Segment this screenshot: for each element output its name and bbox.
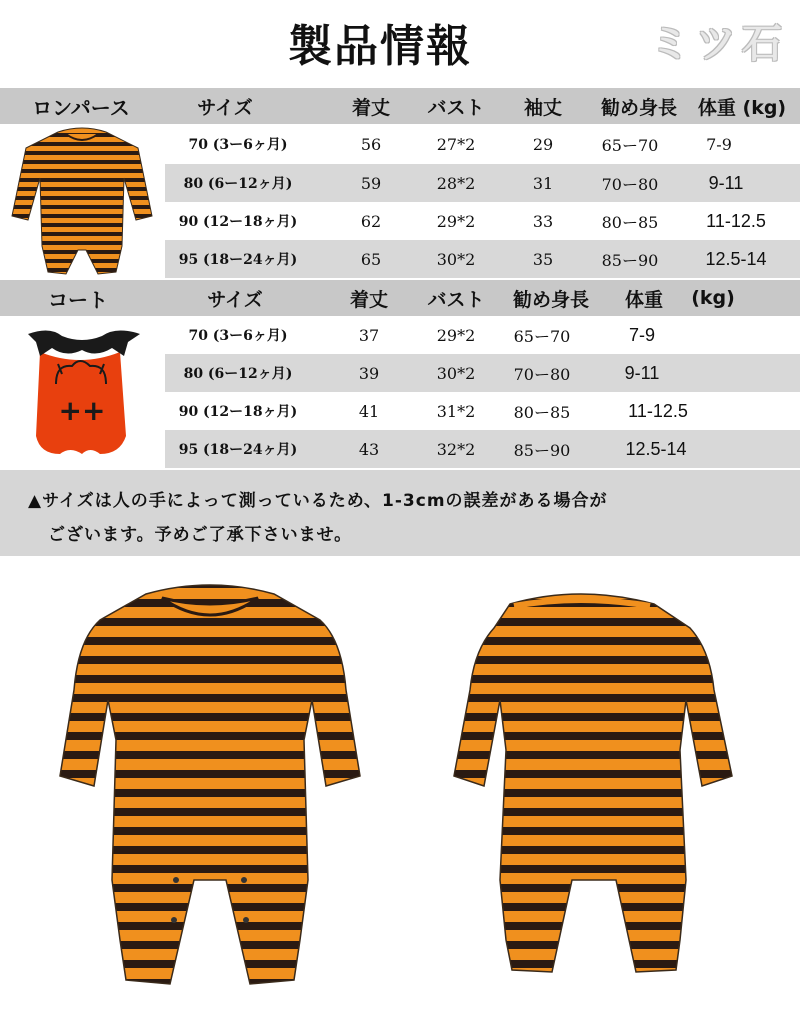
bust-cell: 29*2 (436, 325, 476, 345)
bust-cell: 27*2 (436, 134, 476, 154)
size-cell: 70 (3ー6ヶ月) (188, 137, 288, 153)
height-cell: 80ー85 (601, 212, 659, 232)
bust-cell: 30*2 (436, 363, 476, 383)
sleeve-cell: 33 (532, 211, 554, 231)
size-cell: 95 (18ー24ヶ月) (178, 252, 298, 268)
weight-cell: 9-11 (624, 362, 660, 383)
bust-cell: 28*2 (436, 173, 476, 193)
weight-cell: 11-12.5 (706, 210, 766, 231)
header-bust: バスト (427, 96, 485, 119)
length-cell: 65 (360, 249, 382, 269)
note-line-1: ▲サイズは人の手によって測っているため、1-3cmの誤差がある場合が (28, 491, 608, 511)
length-cell: 41 (358, 401, 380, 421)
header-weight-unit: (kg) (691, 287, 735, 309)
romper-header-row (0, 88, 800, 124)
height-cell: 70ー80 (601, 174, 659, 194)
note-line-2: ございます。予めご了承下さいませ。 (48, 525, 353, 545)
height-cell: 65ー70 (513, 326, 571, 346)
height-cell: 85ー90 (513, 440, 571, 460)
length-cell: 62 (360, 211, 382, 231)
sleeve-cell: 35 (532, 249, 554, 269)
striped-romper-image (0, 124, 165, 278)
size-cell: 80 (6ー12ヶ月) (183, 176, 293, 192)
weight-cell: 12.5-14 (705, 248, 767, 269)
header-height: 勧め身長 (512, 288, 589, 311)
bust-cell: 29*2 (436, 211, 476, 231)
page-title: 製品情報 (288, 21, 472, 72)
sleeve-cell: 31 (532, 173, 554, 193)
size-cell: 80 (6ー12ヶ月) (183, 366, 293, 382)
bust-cell: 32*2 (436, 439, 476, 459)
header-size: サイズ (197, 96, 253, 119)
sleeve-cell: 29 (532, 134, 554, 154)
weight-cell: 7-9 (628, 324, 655, 345)
romper-category-label: ロンパース (32, 95, 130, 120)
romper-back-photo (440, 580, 750, 1000)
length-cell: 39 (358, 363, 380, 383)
coat-category-label: コート (48, 287, 108, 312)
length-cell: 56 (360, 134, 382, 154)
header-size: サイズ (207, 288, 263, 311)
header-length: 着丈 (351, 96, 390, 119)
weight-cell: 12.5-14 (625, 438, 687, 459)
height-cell: 70ー80 (513, 364, 571, 384)
header-weight: 体重 (624, 288, 663, 311)
romper-front-photo (50, 580, 370, 1020)
height-cell: 85ー90 (601, 250, 659, 270)
bust-cell: 31*2 (436, 401, 476, 421)
brand-logo: ミツ石 (650, 20, 788, 67)
size-note (0, 470, 800, 556)
height-cell: 65ー70 (601, 135, 659, 155)
size-cell: 90 (12ー18ヶ月) (178, 214, 298, 230)
length-cell: 43 (358, 439, 380, 459)
weight-cell: 9-11 (708, 172, 744, 193)
coat-thumbnail (0, 316, 165, 470)
bust-cell: 30*2 (436, 249, 476, 269)
header-bust: バスト (427, 288, 485, 311)
size-cell: 70 (3ー6ヶ月) (188, 328, 288, 344)
weight-cell: 7-9 (706, 134, 732, 154)
size-cell: 95 (18ー24ヶ月) (178, 442, 298, 458)
header-sleeve: 袖丈 (523, 96, 562, 119)
header-length: 着丈 (349, 288, 388, 311)
size-cell: 90 (12ー18ヶ月) (178, 404, 298, 420)
coat-header-row (0, 280, 800, 316)
header-weight: 体重 (kg) (697, 96, 787, 119)
height-cell: 80ー85 (513, 402, 571, 422)
header-height: 勧め身長 (600, 96, 677, 119)
length-cell: 37 (358, 325, 380, 345)
romper-thumbnail (0, 124, 165, 278)
weight-cell: 11-12.5 (628, 400, 688, 421)
devil-cape-image (0, 316, 165, 470)
length-cell: 59 (360, 173, 382, 193)
svg-text:++: ++ (58, 394, 106, 427)
